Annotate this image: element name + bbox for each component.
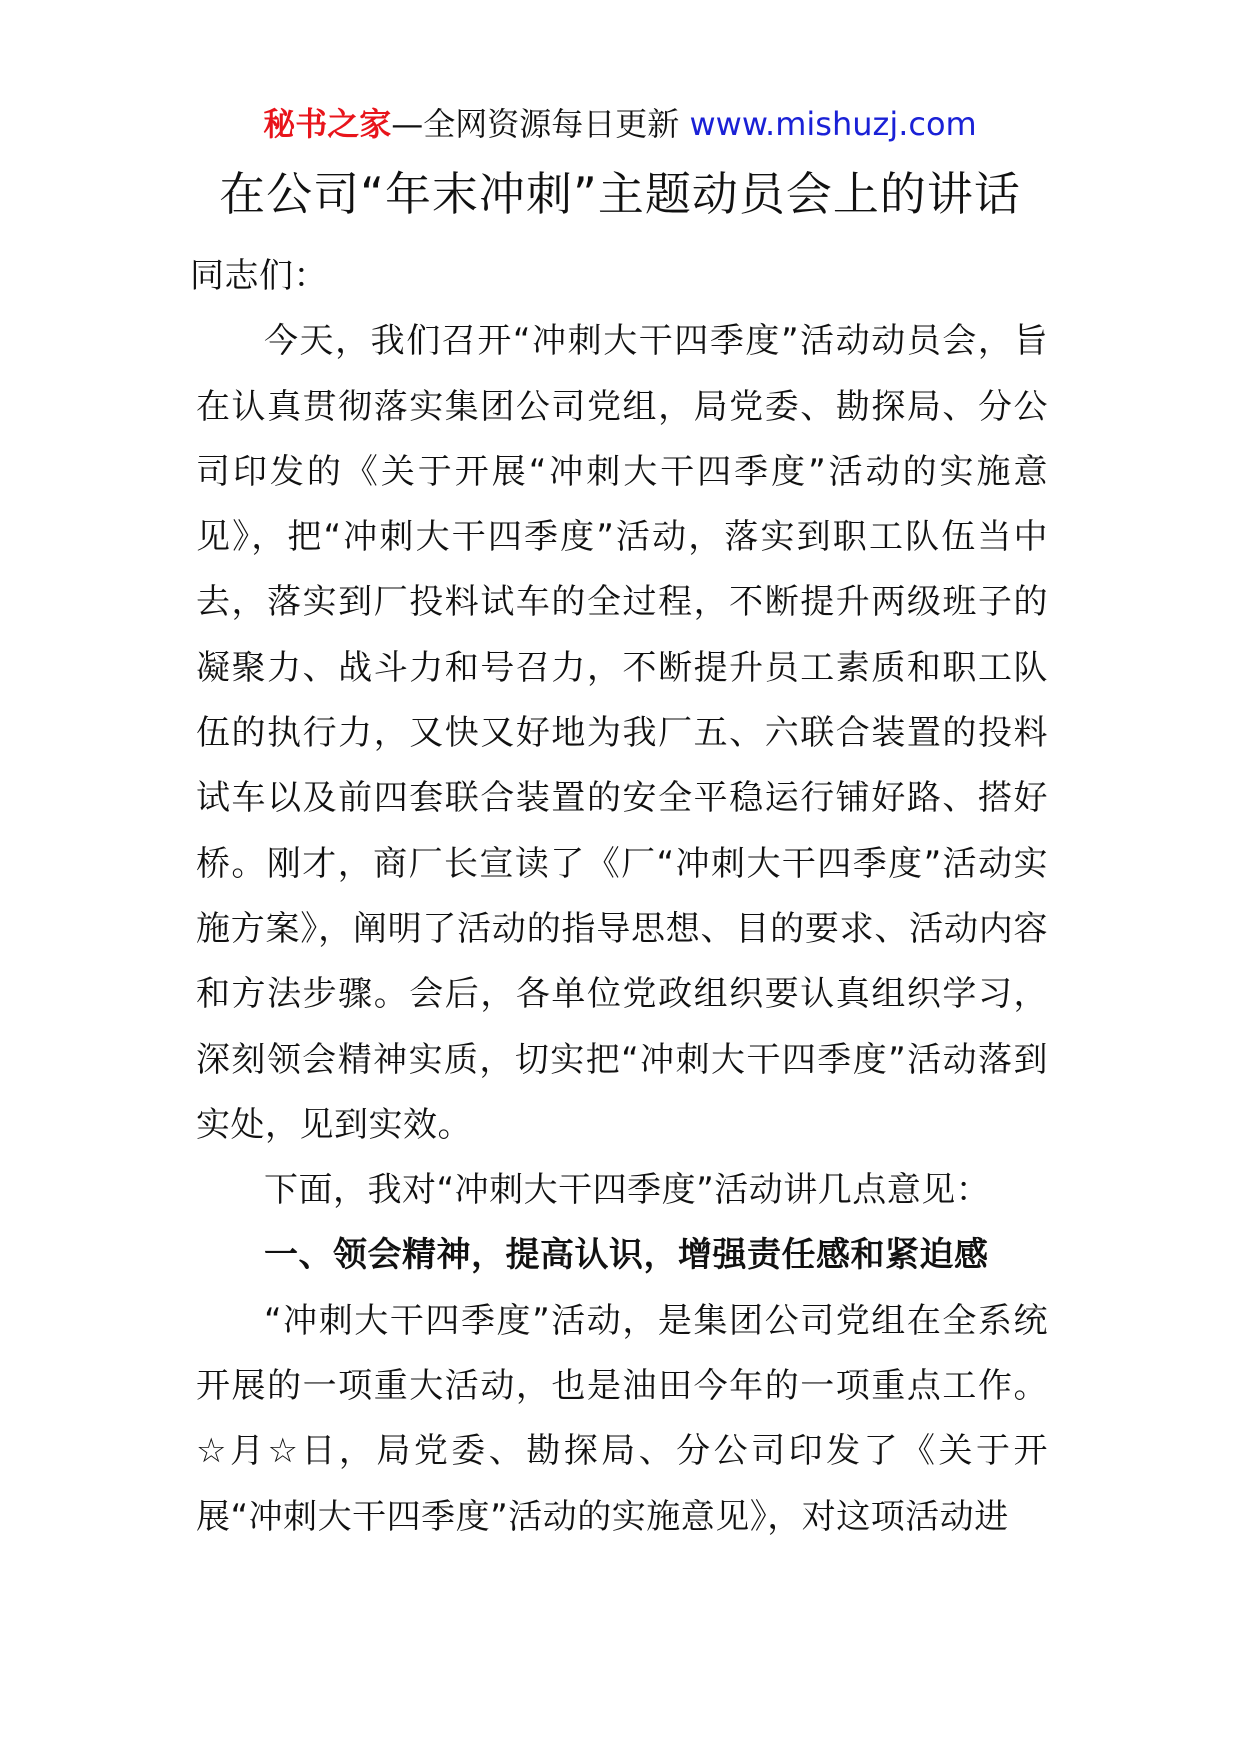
site-brand: 秘书之家 <box>263 105 392 143</box>
site-url-link[interactable]: www.mishuzj.com <box>689 105 977 143</box>
document-title: 在公司“年末冲刺”主题动员会上的讲话 <box>219 167 1021 221</box>
document-body <box>190 244 1048 1550</box>
body-paragraph: “冲刺大干四季度”活动，是集团公司党组在全系统开展的一项重大活动，也是油田今年的一项重点工作。☆月☆日，局党委、勘探局、分公司印发了《关于开展“冲刺大干四季度”活动的实施意见》，对这项活动进 <box>196 1300 1048 1537</box>
body-paragraph: 下面，我对“冲刺大干四季度”活动讲几点意见： <box>264 1170 991 1211</box>
salutation: 同志们： <box>190 256 328 296</box>
section-heading: 一、领会精神，提高认识，增强责任感和紧迫感 <box>264 1235 989 1276</box>
site-tagline: —全网资源每日更新 <box>391 105 690 143</box>
site-header <box>0 100 1240 148</box>
body-paragraph: 今天，我们召开“冲刺大干四季度”活动动员会，旨在认真贯彻落实集团公司党组，局党委、勘探局、分公司印发的《关于开展“冲刺大干四季度”活动的实施意见》，把“冲刺大干四季度”活动，落实到职工队伍当中去，落实到厂投料试车的全过程，不断提升两级班子的凝聚力、战斗力和号召力，不断提升员工素质和职工队伍的执行力，又快又好地为我厂五、六联合装置的投料试车以及前四套联合装置的安全平稳运行铺好路、搭好桥。刚才，商厂长宣读了《厂“冲刺大干四季度”活动实施方案》，阐明了活动的指导思想、目的要求、活动内容和方法步骤。会后，各单位党政组织要认真组织学习，深刻领会精神实质，切实把“冲刺大干四季度”活动落到实处，见到实效。 <box>196 321 1048 1145</box>
